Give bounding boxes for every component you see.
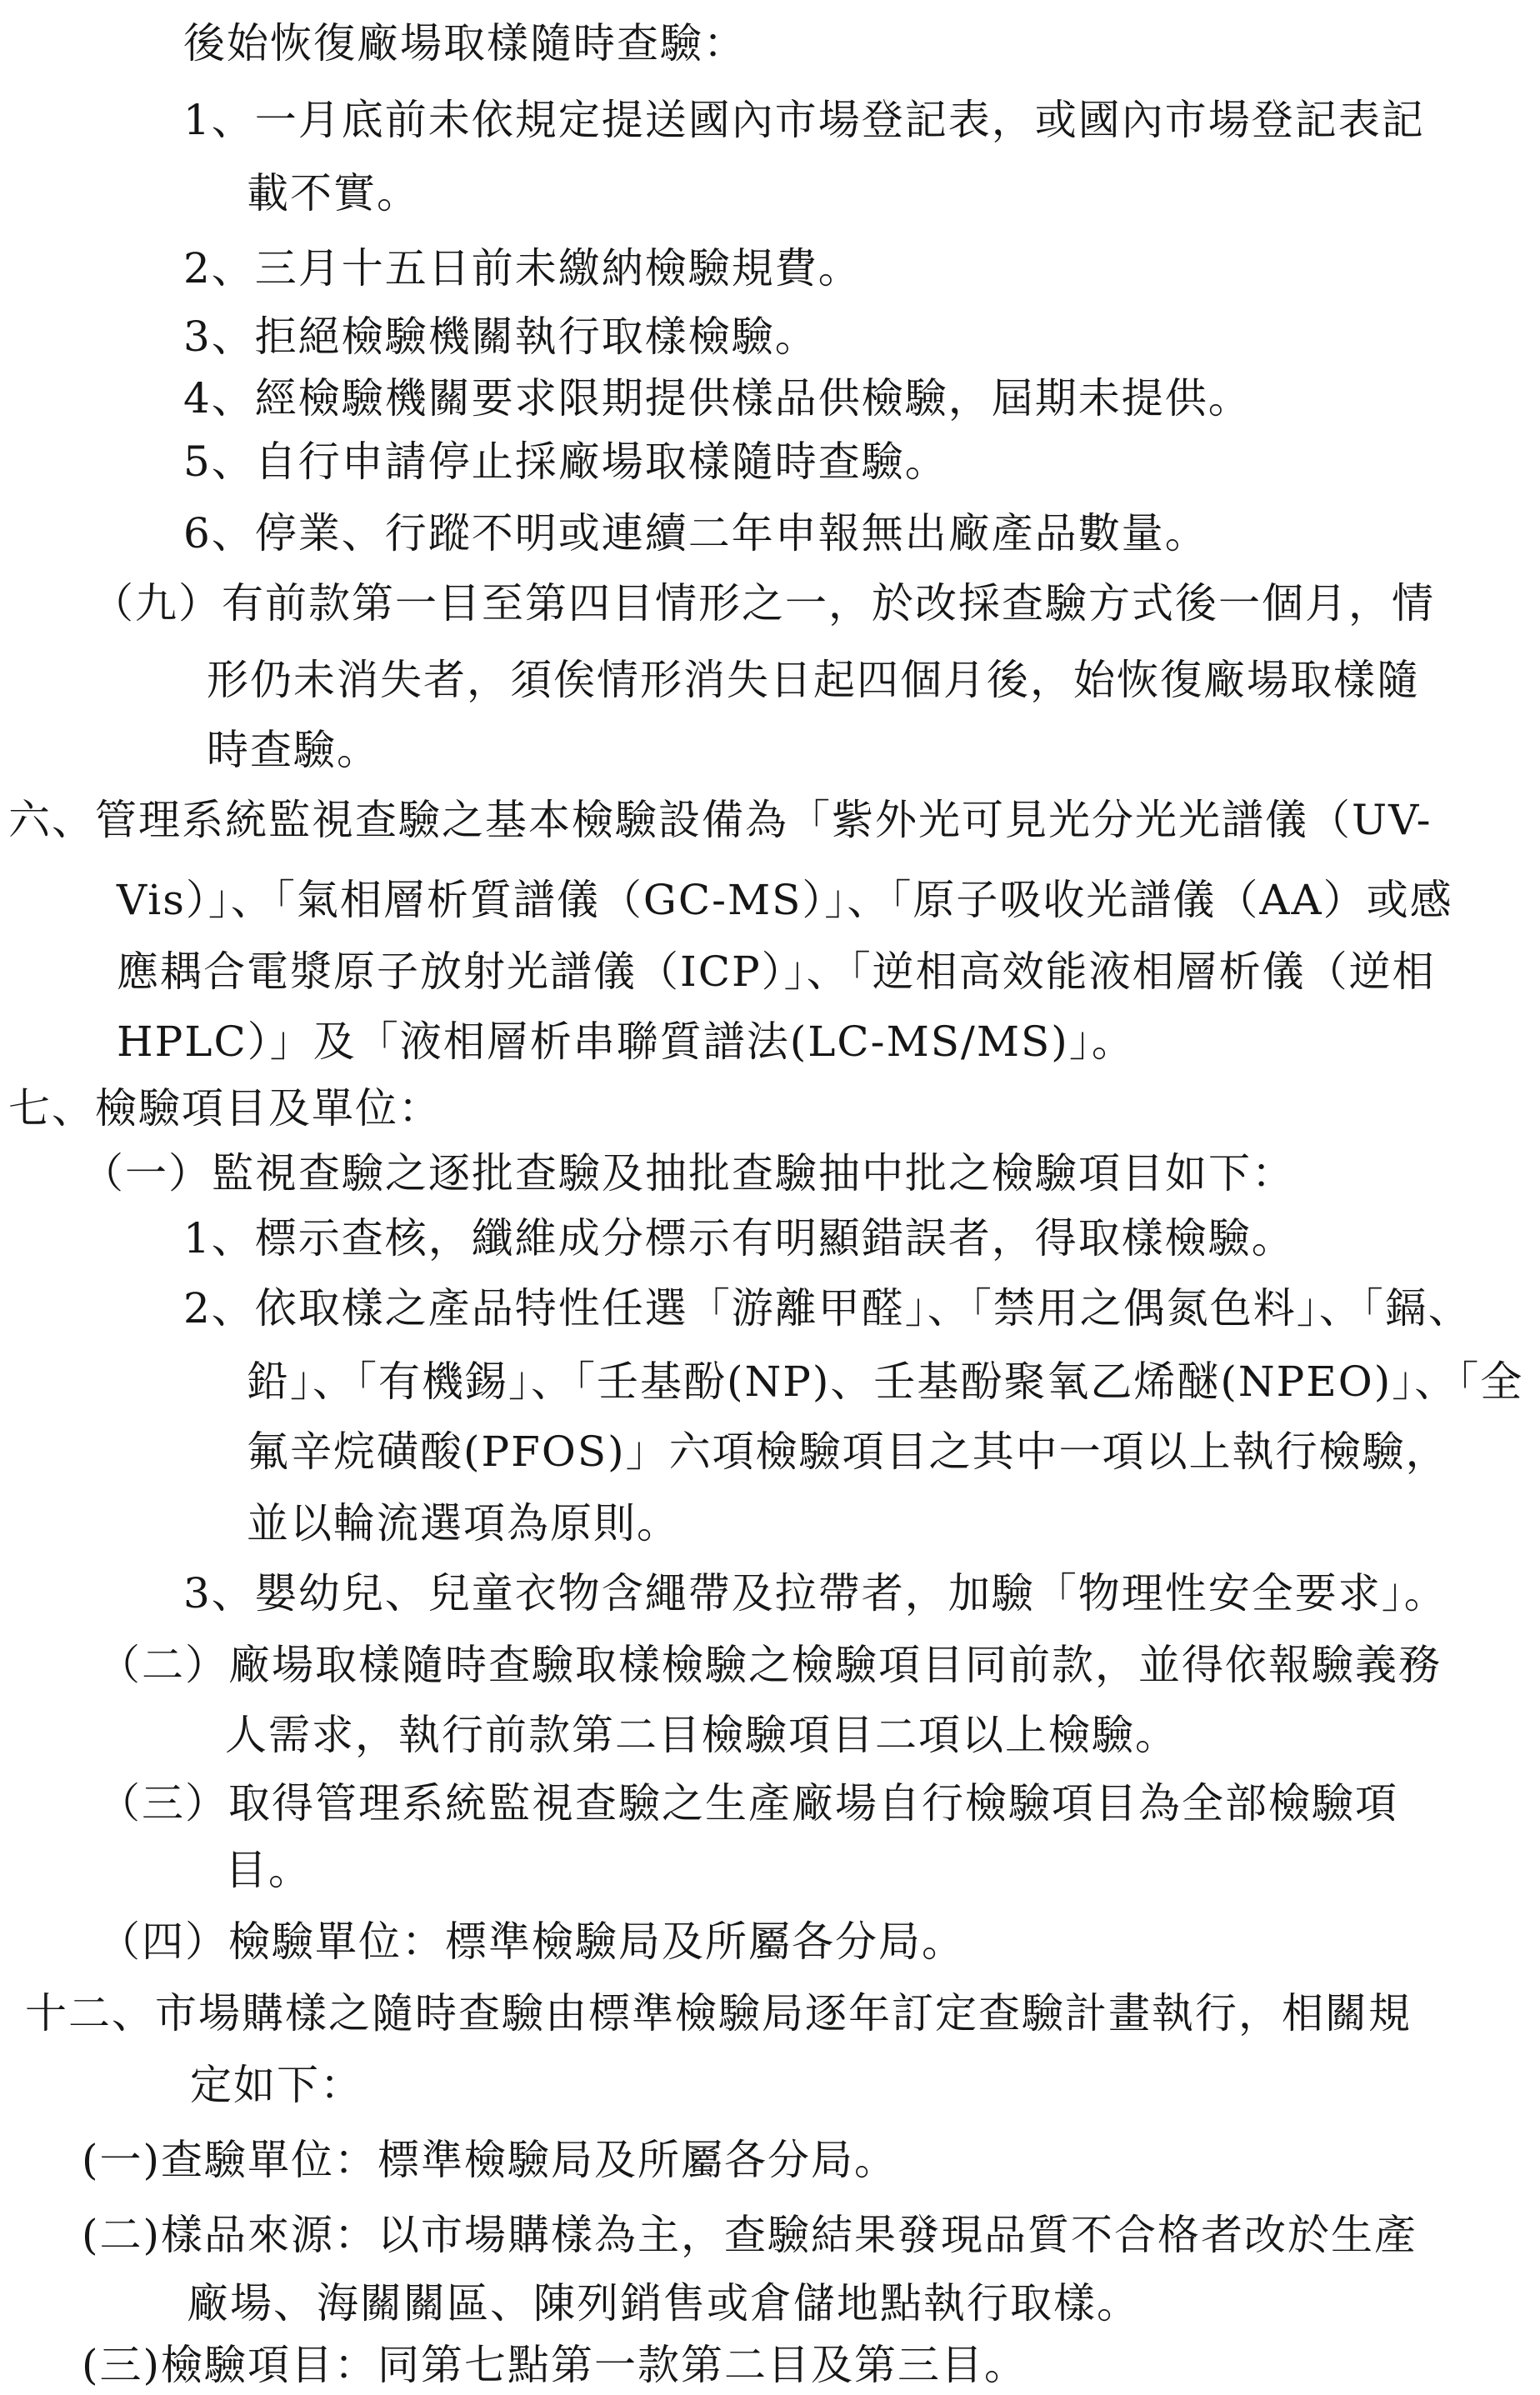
list-item-line: 3、嬰幼兒、兒童衣物含繩帶及拉帶者，加驗「物理性安全要求」。 bbox=[183, 1569, 1448, 1618]
subsection-continuation: 廠場、海關關區、陳列銷售或倉儲地點執行取樣。 bbox=[187, 2279, 1140, 2328]
list-item-line: 4、經檢驗機關要求限期提供樣品供檢驗，屆期未提供。 bbox=[183, 374, 1252, 422]
list-item-line: 1、標示查核，纖維成分標示有明顯錯誤者，得取樣檢驗。 bbox=[183, 1214, 1295, 1262]
subsection-continuation: 人需求，執行前款第二目檢驗項目二項以上檢驗。 bbox=[225, 1711, 1178, 1759]
section-heading-line: 六、管理系統監視查驗之基本檢驗設備為「紫外光可見光分光光譜儀（UV- bbox=[8, 796, 1432, 844]
text-line: 後始恢復廠場取樣隨時查驗： bbox=[183, 19, 747, 68]
section-heading-line: 七、檢驗項目及單位： bbox=[8, 1084, 442, 1132]
list-item-line: 2、依取樣之產品特性任選「游離甲醛」、「禁用之偶氮色料」、「鎘、 bbox=[183, 1284, 1472, 1332]
subsection-line: (二)樣品來源：以市場購樣為主，查驗結果發現品質不合格者改於生產 bbox=[82, 2211, 1418, 2259]
subsection-continuation: 目。 bbox=[225, 1846, 312, 1894]
subsection-line: （一）監視查驗之逐批查驗及抽批查驗抽中批之檢驗項目如下： bbox=[82, 1149, 1295, 1198]
subsection-line: （九）有前款第一目至第四目情形之一，於改採查驗方式後一個月，情 bbox=[92, 579, 1435, 628]
subsection-line: （三）取得管理系統監視查驗之生產廠場自行檢驗項目為全部檢驗項 bbox=[98, 1779, 1398, 1828]
subsection-line: （四）檢驗單位：標準檢驗局及所屬各分局。 bbox=[98, 1918, 965, 1966]
list-item-line: 5、自行申請停止採廠場取樣隨時查驗。 bbox=[183, 438, 948, 486]
subsection-line: (一)查驗單位：標準檢驗局及所屬各分局。 bbox=[82, 2136, 898, 2184]
list-item-line: 6、停業、行蹤不明或連續二年申報無出廠產品數量。 bbox=[183, 509, 1208, 558]
subsection-line: (三)檢驗項目：同第七點第一款第二目及第三目。 bbox=[82, 2341, 1028, 2389]
subsection-line: （二）廠場取樣隨時查驗取樣檢驗之檢驗項目同前款，並得依報驗義務 bbox=[98, 1641, 1442, 1689]
list-item-continuation: 鉛」、「有機錫」、「壬基酚(NP)、壬基酚聚氧乙烯醚(NPEO)」、「全 bbox=[247, 1358, 1524, 1406]
section-continuation: 定如下： bbox=[190, 2061, 363, 2109]
list-item-line: 2、三月十五日前未繳納檢驗規費。 bbox=[183, 244, 862, 292]
section-heading-line: 十二、市場購樣之隨時查驗由標準檢驗局逐年訂定查驗計畫執行，相關規 bbox=[25, 1989, 1412, 2038]
section-continuation: HPLC）」及「液相層析串聯質譜法(LC-MS/MS)」。 bbox=[117, 1018, 1135, 1066]
list-item-continuation: 並以輪流選項為原則。 bbox=[247, 1499, 680, 1548]
list-item-continuation: 氟辛烷磺酸(PFOS)」六項檢驗項目之其中一項以上執行檢驗， bbox=[247, 1428, 1449, 1476]
subsection-continuation: 形仍未消失者，須俟情形消失日起四個月後，始恢復廠場取樣隨 bbox=[207, 656, 1420, 704]
list-item-continuation: 載不實。 bbox=[247, 169, 420, 218]
list-item-line: 1、一月底前未依規定提送國內市場登記表，或國內市場登記表記 bbox=[183, 96, 1425, 144]
subsection-continuation: 時查驗。 bbox=[207, 726, 380, 774]
section-continuation: 應耦合電漿原子放射光譜儀（ICP）」、「逆相高效能液相層析儀（逆相 bbox=[117, 948, 1436, 996]
section-continuation: Vis）」、「氣相層析質譜儀（GC-MS）」、「原子吸收光譜儀（AA）或感 bbox=[117, 876, 1453, 924]
list-item-line: 3、拒絕檢驗機關執行取樣檢驗。 bbox=[183, 312, 818, 361]
